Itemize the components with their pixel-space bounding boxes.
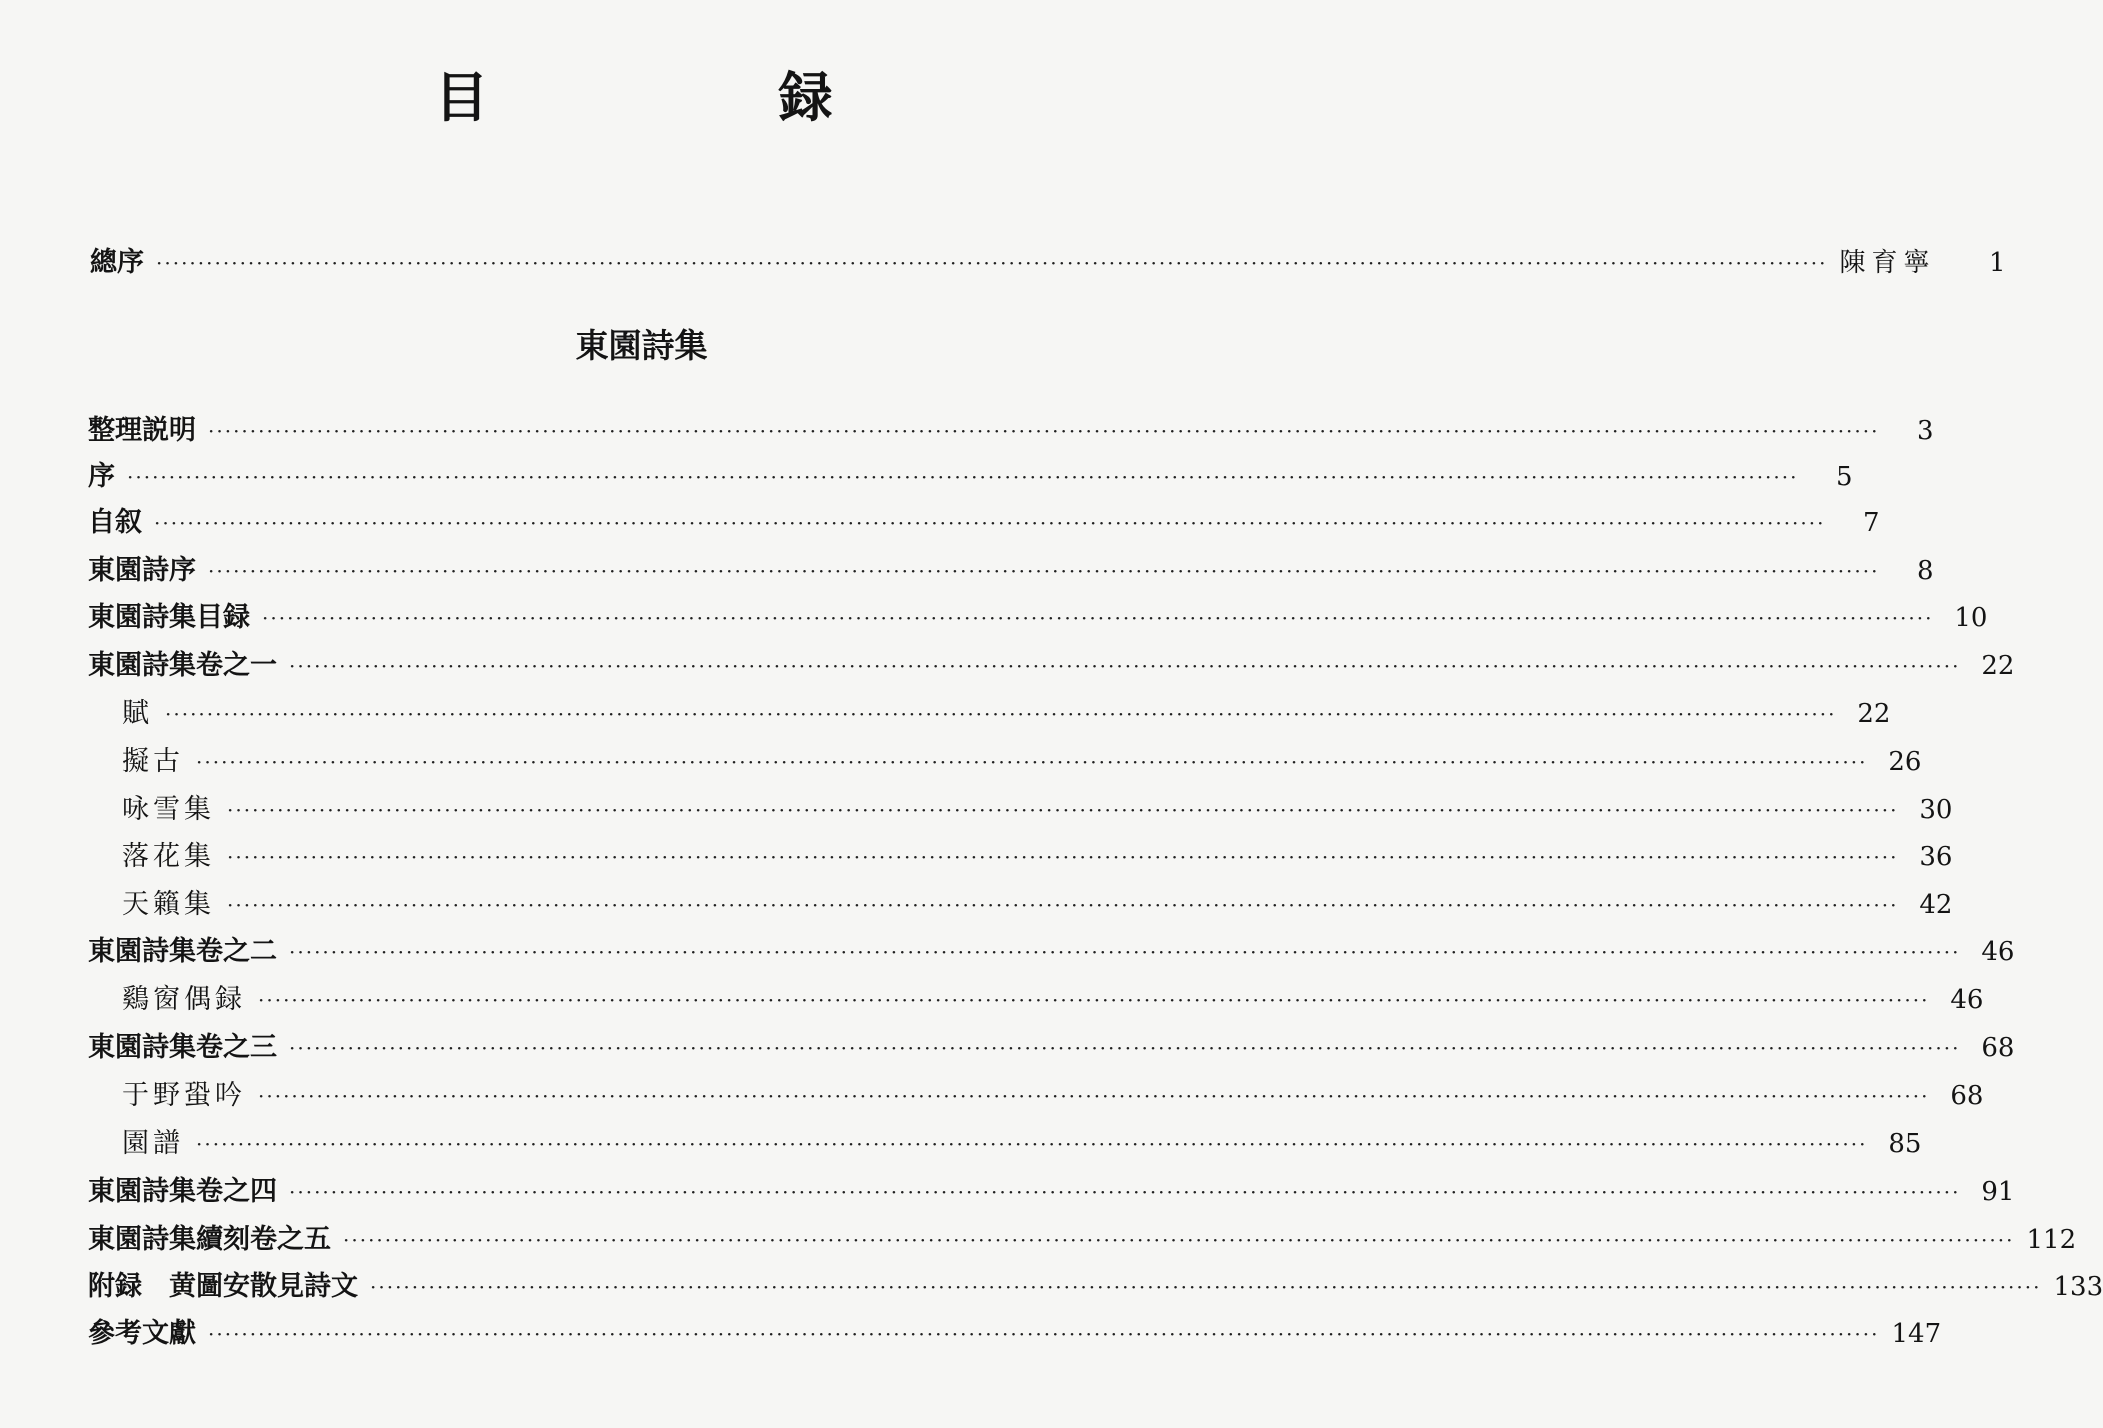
toc-entry-page: 147	[1891, 1319, 1942, 1349]
toc-entry-page: 22	[1981, 651, 2015, 681]
toc-entry-page: 30	[1919, 795, 1953, 825]
toc-entry-label: 咏雪集	[122, 794, 215, 825]
toc-entry	[122, 742, 1922, 782]
toc-entry-page: 3	[1916, 416, 1934, 446]
toc-entry-preface	[90, 243, 2006, 283]
toc-entry-page: 85	[1888, 1129, 1922, 1159]
toc-entry-label: 東園詩集目録	[88, 602, 250, 633]
toc-entry-label: 東園詩序	[88, 555, 196, 586]
toc-entry-page: 42	[1919, 890, 1953, 920]
toc-entry-page: 46	[1981, 937, 2015, 967]
toc-entry	[88, 1172, 2015, 1212]
leader-dots: ········································································································································································································	[289, 654, 1961, 678]
toc-entry	[88, 1220, 2077, 1260]
toc-entry-label: 落花集	[122, 841, 215, 872]
toc-entry	[88, 646, 2015, 686]
leader-dots: ········································································································································································································	[289, 1036, 1961, 1060]
leader-dots: ········································································································································································································	[127, 465, 1799, 489]
toc-entry-page: 5	[1835, 462, 1853, 492]
toc-entry-label: 賦	[122, 698, 153, 729]
leader-dots: ········································································································································································································	[227, 893, 1899, 917]
toc-entry-label: 自叙	[88, 507, 142, 538]
toc-entry-label: 東園詩集卷之三	[88, 1032, 277, 1063]
leader-dots: ········································································································································································································	[165, 702, 1837, 726]
toc-entry-page: 112	[2026, 1225, 2077, 1255]
toc-entry-label: 園譜	[122, 1128, 184, 1159]
toc-entry	[88, 1314, 1942, 1354]
toc-entry	[122, 837, 1953, 877]
toc-entry-page: 68	[1950, 1081, 1984, 1111]
toc-entry	[88, 457, 1853, 497]
toc-entry-label: 序	[88, 461, 115, 492]
toc-entry-page: 10	[1954, 603, 1988, 633]
toc-entry-label: 擬古	[122, 746, 184, 777]
toc-entry	[122, 694, 1891, 734]
toc-entry-label: 鷄窗偶録	[122, 984, 246, 1015]
leader-dots: ········································································································································································································	[227, 845, 1899, 869]
leader-dots: ········································································································································································································	[258, 988, 1930, 1012]
toc-entry-label: 東園詩集卷之二	[88, 936, 277, 967]
leader-dots: ········································································································································································································	[289, 940, 1961, 964]
toc-entry	[88, 551, 1934, 591]
toc-entry	[88, 932, 2015, 972]
toc-entry	[122, 885, 1953, 925]
toc-entry-label: 東園詩集續刻卷之五	[88, 1224, 331, 1255]
toc-entry	[122, 1076, 1984, 1116]
leader-dots: ········································································································································································································	[196, 750, 1868, 774]
leader-dots: ········································································································································································································	[289, 1180, 1961, 1204]
toc-entry	[122, 790, 1953, 830]
toc-entry-label: 于野蛩吟	[122, 1080, 246, 1111]
toc-entry-page: 133	[2053, 1272, 2103, 1302]
leader-dots: ········································································································································································································	[208, 419, 1880, 443]
toc-entry	[88, 503, 1880, 543]
leader-dots: ········································································································································································································	[370, 1275, 2042, 1299]
leader-dots: ········································································································································································································	[227, 798, 1899, 822]
toc-entry-label: 總序	[90, 247, 144, 278]
toc-entry-author: 陳育寧	[1839, 248, 1936, 278]
leader-dots: ········································································································································································································	[208, 559, 1880, 583]
leader-dots: ········································································································································································································	[262, 606, 1934, 630]
leader-dots: ········································································································································································································	[196, 1132, 1868, 1156]
toc-entry	[88, 411, 1934, 451]
toc-entry-page: 7	[1862, 508, 1880, 538]
leader-dots: ········································································································································································································	[343, 1228, 2015, 1252]
toc-entry	[88, 598, 1988, 638]
toc-entry-label: 東園詩集卷之一	[88, 650, 277, 681]
toc-entry-page: 91	[1981, 1177, 2015, 1207]
leader-dots: ········································································································································································································	[154, 511, 1826, 535]
toc-entry	[122, 1124, 1922, 1164]
page-title: 目 録	[434, 65, 951, 129]
toc-entry-page: 26	[1888, 747, 1922, 777]
toc-entry-label: 東園詩集卷之四	[88, 1176, 277, 1207]
toc-entry	[88, 1028, 2015, 1068]
toc-entry-label: 附録 黄圖安散見詩文	[88, 1271, 358, 1302]
leader-dots: ········································································································································································································	[156, 251, 1828, 275]
toc-entry-label: 整理説明	[88, 415, 196, 446]
toc-entry-page: 68	[1981, 1033, 2015, 1063]
toc-entry-page: 1	[1988, 248, 2006, 278]
toc-entry	[122, 980, 1984, 1020]
toc-entry	[88, 1267, 2103, 1307]
toc-entry-label: 天籟集	[122, 889, 215, 920]
section-heading: 東園詩集	[575, 326, 708, 365]
toc-entry-page: 22	[1857, 699, 1891, 729]
toc-entry-label: 參考文獻	[88, 1318, 196, 1349]
leader-dots: ········································································································································································································	[208, 1322, 1880, 1346]
toc-entry-page: 8	[1916, 556, 1934, 586]
toc-entry-page: 46	[1950, 985, 1984, 1015]
leader-dots: ········································································································································································································	[258, 1084, 1930, 1108]
toc-entry-page: 36	[1919, 842, 1953, 872]
